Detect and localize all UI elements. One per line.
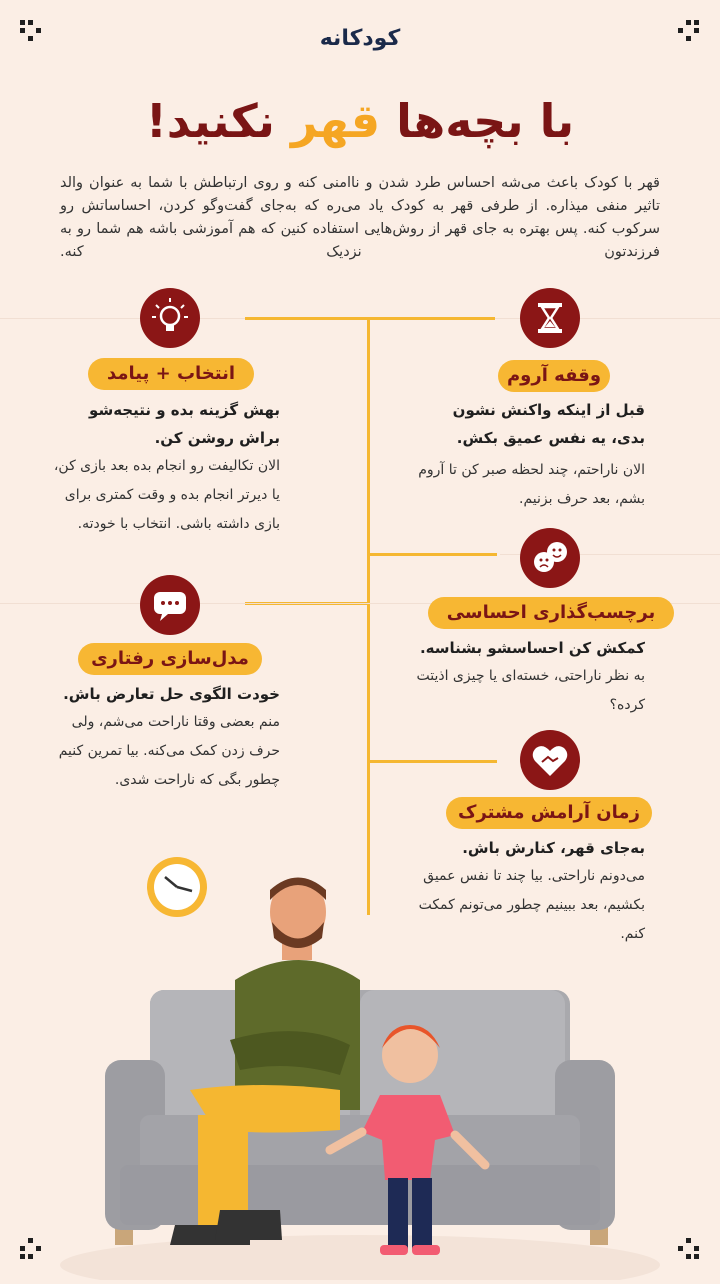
card-label [415, 634, 645, 720]
corner-pattern-top-left [20, 20, 42, 42]
card-calm-bold: به‌جای قهر، کنارش باش. [462, 839, 645, 857]
timeline-branch [367, 760, 497, 763]
card-title-model: مدل‌سازی رفتاری [78, 643, 262, 675]
card-title-label: برچسب‌گذاری احساسی [428, 597, 674, 629]
card-model-body: منم بعضی وقتا ناراحت می‌شم، ولی حرف زدن کمک می‌کنه. بیا تمرین کنیم چطور بگی که ناراحت شدی. [58, 714, 280, 788]
card-pause-body: الان ناراحتم، چند لحظه صبر کن تا آروم بشم، بعد حرف بزنیم. [418, 462, 645, 507]
divider-line [600, 318, 720, 319]
timeline-branch [245, 317, 495, 320]
page-title: با بچه‌ها قهر نکنید! [145, 94, 575, 148]
card-pause-bold: قبل از اینکه واکنش نشون بدی، یه نفس عمیق بکش. [452, 401, 645, 447]
timeline-branch [367, 553, 497, 556]
intro-paragraph: قهر با کودک باعث می‌شه احساس طرد شدن و ناامنی کنه و روی ارتباطش با شما به عنوان والد تاثیر منفی میذاره. از طرفی قهر به کودک یاد می‌ره که به‌جای گفت‌وگو کردن، احساساتش رو سرکوب کنه. پس بهتره به جای قهر از روش‌هایی استفاده کنین که هم آموزشی باشه هم شما رو به فرزندتون نزدیک کنه. [60, 175, 660, 260]
card-pause [415, 396, 645, 514]
card-title-calm: زمان آرامش مشترک [446, 797, 652, 829]
card-title-pause: وقفه آروم [498, 360, 610, 392]
corner-pattern-top-right [678, 20, 700, 42]
card-model-bold: خودت الگوی حل تعارض باش. [63, 685, 280, 703]
timeline-trunk [367, 317, 370, 915]
chat-bubble-icon [140, 575, 200, 635]
card-choice-bold: بهش گزینه بده و نتیجه‌شو براش روشن کن. [89, 401, 280, 447]
lightbulb-icon [140, 288, 200, 348]
brand-logo: کودکانه [319, 26, 401, 51]
card-label-bold: کمکش کن احساسشو بشناسه. [419, 639, 645, 657]
card-calm-body: می‌دونم ناراحتی. بیا چند تا نفس عمیق بکشیم، بعد ببینیم چطور می‌تونم کمکت کنم. [418, 868, 645, 942]
card-choice-body: الان تکالیفت رو انجام بده بعد بازی کن، یا دیرتر انجام بده و وقت کمتری برای بازی داشته باشی. انتخاب با خودته. [53, 458, 280, 532]
card-choice [50, 396, 280, 539]
card-title-choice: انتخاب + پیامد [88, 358, 254, 390]
card-label-body: به نظر ناراحتی، خسته‌ای یا چیزی اذیتت کرده؟ [416, 668, 645, 713]
card-model [50, 680, 280, 795]
hourglass-icon [520, 288, 580, 348]
father-child-sofa-illustration [0, 860, 720, 1280]
heart-handshake-icon [520, 730, 580, 790]
emotions-icon [520, 528, 580, 588]
